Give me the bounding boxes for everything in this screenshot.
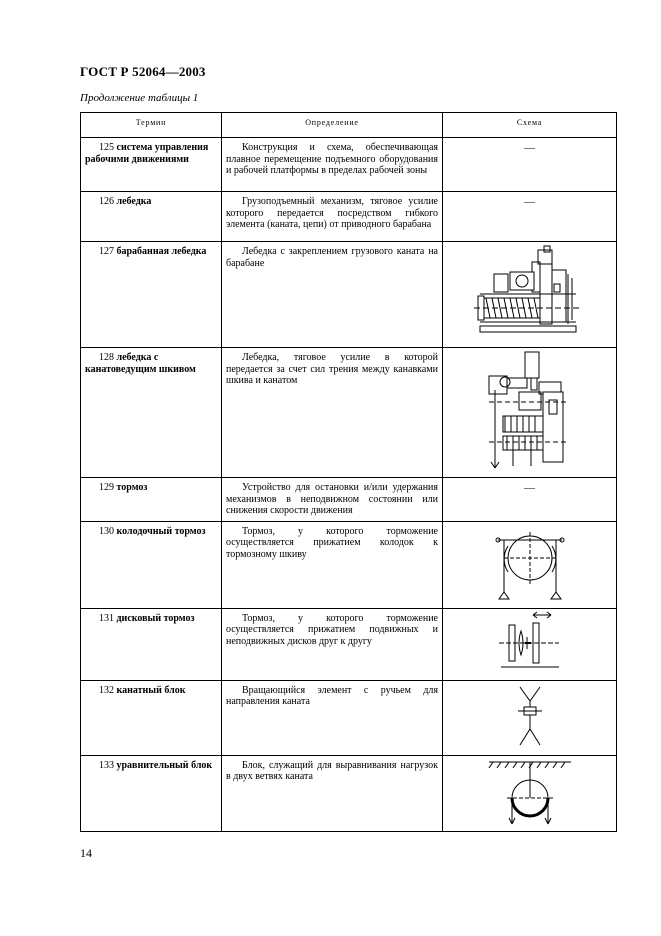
term-number: 132 <box>99 684 114 696</box>
scheme-cell <box>443 138 617 192</box>
term-name: тормоз <box>116 482 148 493</box>
scheme-dash: — <box>524 482 535 494</box>
terms-table <box>80 112 617 832</box>
definition-cell: Блок, служащий для выравнивания нагрузок в двух ветвях каната <box>222 755 443 831</box>
scheme-cell <box>443 755 617 831</box>
term-cell <box>81 242 222 348</box>
scheme-cell <box>443 242 617 348</box>
definition-cell: Грузоподъемный механизм, тяговое усилие которого передается посредством гибкого элемента (каната, цепи) от приводного барабана <box>222 192 443 242</box>
term-name: система управления рабочими движениями <box>85 142 209 165</box>
definition-cell: Тормоз, у которого торможение осуществляется прижатием подвижных и неподвижных дисков друг к другу <box>222 608 443 680</box>
term-number: 130 <box>99 525 114 537</box>
drum-winch-diagram-icon <box>470 244 590 342</box>
term-cell <box>81 192 222 242</box>
term-name: колодочный тормоз <box>116 525 206 537</box>
term-cell <box>81 521 222 608</box>
scheme-cell <box>443 348 617 478</box>
definition-cell: Тормоз, у которого торможение осуществляется прижатием колодок к тормозному шкиву <box>222 521 443 608</box>
table-row <box>81 242 617 348</box>
disc-brake-diagram-icon <box>495 611 565 675</box>
table-row <box>81 478 617 522</box>
traction-sheave-winch-diagram-icon <box>485 350 575 472</box>
term-cell <box>81 680 222 755</box>
shoe-brake-diagram-icon <box>490 524 570 602</box>
table-row <box>81 138 617 192</box>
term-cell <box>81 138 222 192</box>
definition-cell: Вращающийся элемент с ручьем для направления каната <box>222 680 443 755</box>
table-row <box>81 521 617 608</box>
rope-pulley-diagram-icon <box>510 683 550 749</box>
table-row <box>81 608 617 680</box>
term-number: 126 <box>99 196 114 207</box>
page-number: 14 <box>80 846 92 860</box>
term-cell <box>81 348 222 478</box>
scheme-cell <box>443 192 617 242</box>
scheme-dash: — <box>524 196 535 208</box>
definition-cell: Лебедка, тяговое усилие в которой передается за счет сил трения между канавками шкива и канатом <box>222 348 443 478</box>
term-number: 125 <box>99 142 114 153</box>
definition-cell: Устройство для остановки и/или удержания механизмов в неподвижном состоянии или снижения скорости движения <box>222 478 443 522</box>
table-row <box>81 755 617 831</box>
term-number: 131 <box>99 612 114 624</box>
equalizing-pulley-diagram-icon <box>485 758 575 826</box>
table-row <box>81 680 617 755</box>
table-row <box>81 348 617 478</box>
table-row <box>81 192 617 242</box>
column-header-term: Термин <box>81 113 222 138</box>
column-header-scheme: Схема <box>443 113 617 138</box>
document-title: ГОСТ Р 52064—2003 <box>80 64 206 79</box>
term-name: лебедка <box>116 196 152 207</box>
term-number: 128 <box>99 352 114 363</box>
scheme-cell <box>443 521 617 608</box>
table-continuation-label: Продолжение таблицы 1 <box>80 92 199 104</box>
scheme-cell <box>443 680 617 755</box>
term-name: уравнительный блок <box>116 759 213 771</box>
term-number: 127 <box>99 246 114 257</box>
scheme-dash: — <box>524 142 535 154</box>
table-header-row <box>81 113 617 138</box>
definition-cell: Лебедка с закреплением грузового каната на барабане <box>222 242 443 348</box>
term-cell <box>81 608 222 680</box>
term-name: дисковый тормоз <box>116 612 195 624</box>
term-name: лебедка с канатоведущим шкивом <box>85 352 196 375</box>
term-number: 133 <box>99 759 114 771</box>
term-cell <box>81 755 222 831</box>
scheme-cell <box>443 608 617 680</box>
term-cell <box>81 478 222 522</box>
term-name: канатный блок <box>116 684 186 696</box>
term-number: 129 <box>99 482 114 493</box>
scheme-cell <box>443 478 617 522</box>
column-header-definition: Определение <box>222 113 443 138</box>
definition-cell: Конструкция и схема, обеспечивающая плавное перемещение подъемного оборудования и рабочей платформы в пределах рабочей зоны <box>222 138 443 192</box>
term-name: барабанная лебедка <box>116 246 207 257</box>
